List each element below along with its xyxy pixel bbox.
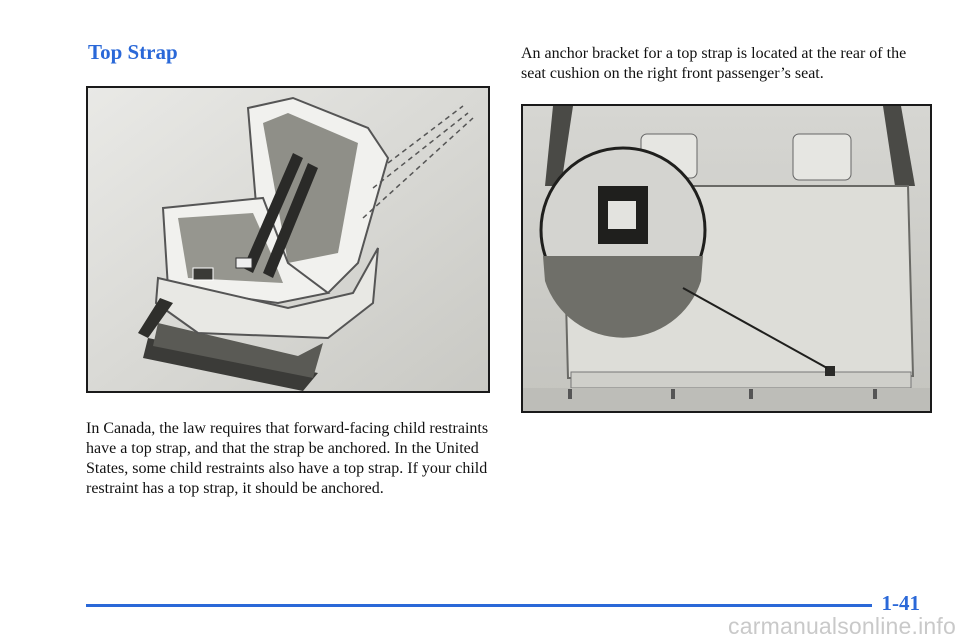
right-paragraph: An anchor bracket for a top strap is located at the rear of the seat cushion on the right front passenger’s seat. xyxy=(521,45,907,82)
left-paragraph: In Canada, the law requires that forward-facing child restraints have a top strap, and that the strap be anchored. In the United States, some child restraints also have a top strap. If your child restraint has a top strap, it should be anchored. xyxy=(86,420,489,497)
section-title: Top Strap xyxy=(88,40,178,64)
anchor-bracket-illustration xyxy=(521,104,932,413)
page-number: 1-41 xyxy=(881,591,920,615)
child-seat-icon xyxy=(88,88,488,391)
anchor-bracket-icon xyxy=(523,106,930,411)
footer-rule xyxy=(86,604,872,607)
child-seat-illustration xyxy=(86,86,490,393)
watermark: carmanualsonline.info xyxy=(728,613,956,639)
